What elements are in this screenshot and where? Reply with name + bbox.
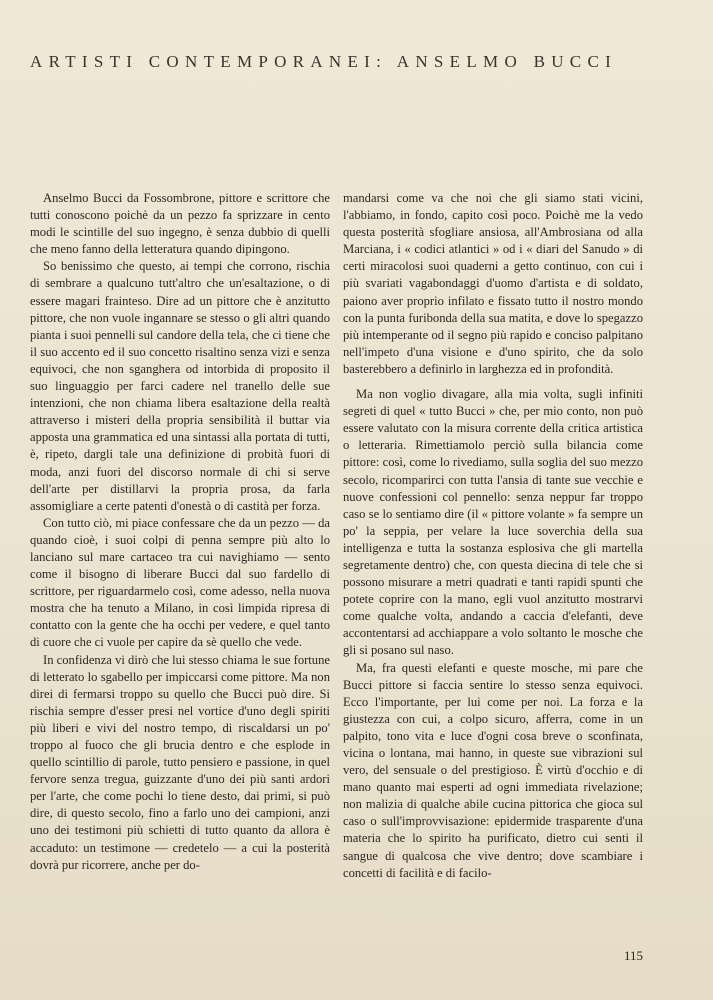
paragraph: Anselmo Bucci da Fossombrone, pittore e scrittore che tutti conoscono poichè da un pezzo fa sprizzare in cento modi le scintille del suo ingegno, è senza dubbio di quelli che meno fanno della letteratura quando dipingono. xyxy=(30,191,330,257)
page-header-title: ARTISTI CONTEMPORANEI: ANSELMO BUCCI xyxy=(30,52,618,71)
right-text-column xyxy=(343,190,643,882)
paragraph: mandarsi come va che noi che gli siamo stati vicini, l'abbiamo, in fondo, capito così poco. Poichè me la vedo questa posterità sfogliare ansiosa, all'Ambrosiana od alla Marciana, i « codici atlantici » od i « diari del Sanudo » di certi miracolosi suoi quaderni a getto continuo, con cui i più svariati vagabondaggi d'uomo d'artista e di soldato, paiono aver proprio infilato e fissato tutto il nostro mondo con la punta furibonda della sua matita, e dove lo spegazzo più intemperante od il segno più rapido e conciso palpitano nell'impeto d'una visione e d'uno spirito, che da solo basterebbero a definirlo in larghezza ed in profondità. xyxy=(343,191,643,376)
paragraph: Con tutto ciò, mi piace confessare che da un pezzo — da quando cioè, i suoi colpi di penna sempre più alto lo lanciano sul mare cartaceo tra cui navighiamo — sento come il bisogno di liberare Bucci dal suo fardello di scrittore, per riguardarmelo così, come adesso, nella nuova mostra che ha tenuto a Milano, in così limpida ripresa di contatto con la gente che ha occhi per vedere, e quel tanto di cuore che ci vuole per capire da sè quello che vede. xyxy=(30,515,330,650)
paragraph: In confidenza vi dirò che lui stesso chiama le sue fortune di letterato lo sgabello per impiccarsi come pittore. Ma non direi di fermarsi troppo su quello che Bucci può dire. Si rischia sempre d'esser presi nel vortice d'uno degli spiriti più liberi e vivi del nostro tempo, di riscaldarsi un po' troppo al fuoco che gli brucia dentro e che esplode in quello scintillio di parole, tutto pensiero e passione, in quel fervore senza tregua, guizzante d'uno dei più santi ardori per l'arte, che come pochi lo tiene desto, dai primi, si può dire, di questo secolo, fino a farlo uno dei campioni, anzi uno dei testimoni più schietti di tutto quanto da allora è accaduto: un testimone — credetelo — a cui la posterità dovrà pur ricorrere, anche per do- xyxy=(30,652,330,872)
paragraph: Ma non voglio divagare, alla mia volta, sugli infiniti segreti di quel « tutto Bucci » che, per mio conto, non può essere valutato con la misura corrente della critica artistica o letteraria. Rimettiamolo perciò sulla bilancia come pittore: così, come lo rivediamo, sulla soglia del suo mezzo secolo, ricomparirci con tutta l'ansia di tante sue vecchie e nuove confessioni col pennello: senza neppur far troppo caso se lo sentiamo dire (il « pittore volante » fa sempre un po' la seppia, per velare la luce soverchia della sua intelligenza e tutta la sostanza esplosiva che gli martella segretamente dentro) che, con questa diecina di tele che si possono misurare a metri quadrati e tanti rapidi spunti che potete coprire con la mano, egli vuol anzitutto mostrarvi come qualche volta, andando a caccia d'elefanti, deve accontentarsi ad acchiappare a volo soltanto le mosche che gli si posano sul naso. xyxy=(343,387,643,658)
page-number: 115 xyxy=(624,948,644,963)
paragraph: So benissimo che questo, ai tempi che corrono, rischia di sembrare a qualcuno tutt'altro che un'esaltazione, o di essere magari frainteso. Dire ad un pittore che è anzitutto pittore, che non vuole ingannare se stesso o gli altri quando pianta i suoi pennelli sul candore della tela, che ci tiene che il suo accento ed il suo concetto risaltino senza vizi e senza equivoci, che non sganghera od intorbida di proposito il suo linguaggio per farci cadere nel tranello delle sue intenzioni, che non chiama libera esaltazione della realtà attraverso i misteri della propria sensibilità il buttar via apposta una grammatica ed una sintassi alla portata di tutti, è, ripeto, dargli tale una definizione di probità fuori di moda, anzi fuori del discorso normale di chi si serve dell'arte per distillarvi la propria prosa, da farla assomigliare a certe patenti d'onestà o di castità per forza. xyxy=(30,259,330,513)
paragraph: Ma, fra questi elefanti e queste mosche, mi pare che Bucci pittore si faccia sentire lo stesso senza equivoci. Ecco l'importante, per lui come per noi. La forza e la giustezza con cui, a colpo sicuro, afferra, come in un palpito, tono vita e luce d'ogni cosa breve o sconfinata, vicina o lontana, mai hanno, in queste sue vibrazioni sul vero, del sensuale o del prestigioso. È virtù d'occhio e di mano quanto mai esperti ad ogni immediata rivelazione; non malizia di qualche abile cucina pittorica che gioca sul caso o sull'improvvisazione: epidermide trasparente d'una materia che lo spirito ha purificato, dietro cui senti il sangue di qualcosa che vive dentro; dove scambiare i concetti di facilità e di facilo- xyxy=(343,660,643,880)
left-text-column xyxy=(30,190,330,874)
